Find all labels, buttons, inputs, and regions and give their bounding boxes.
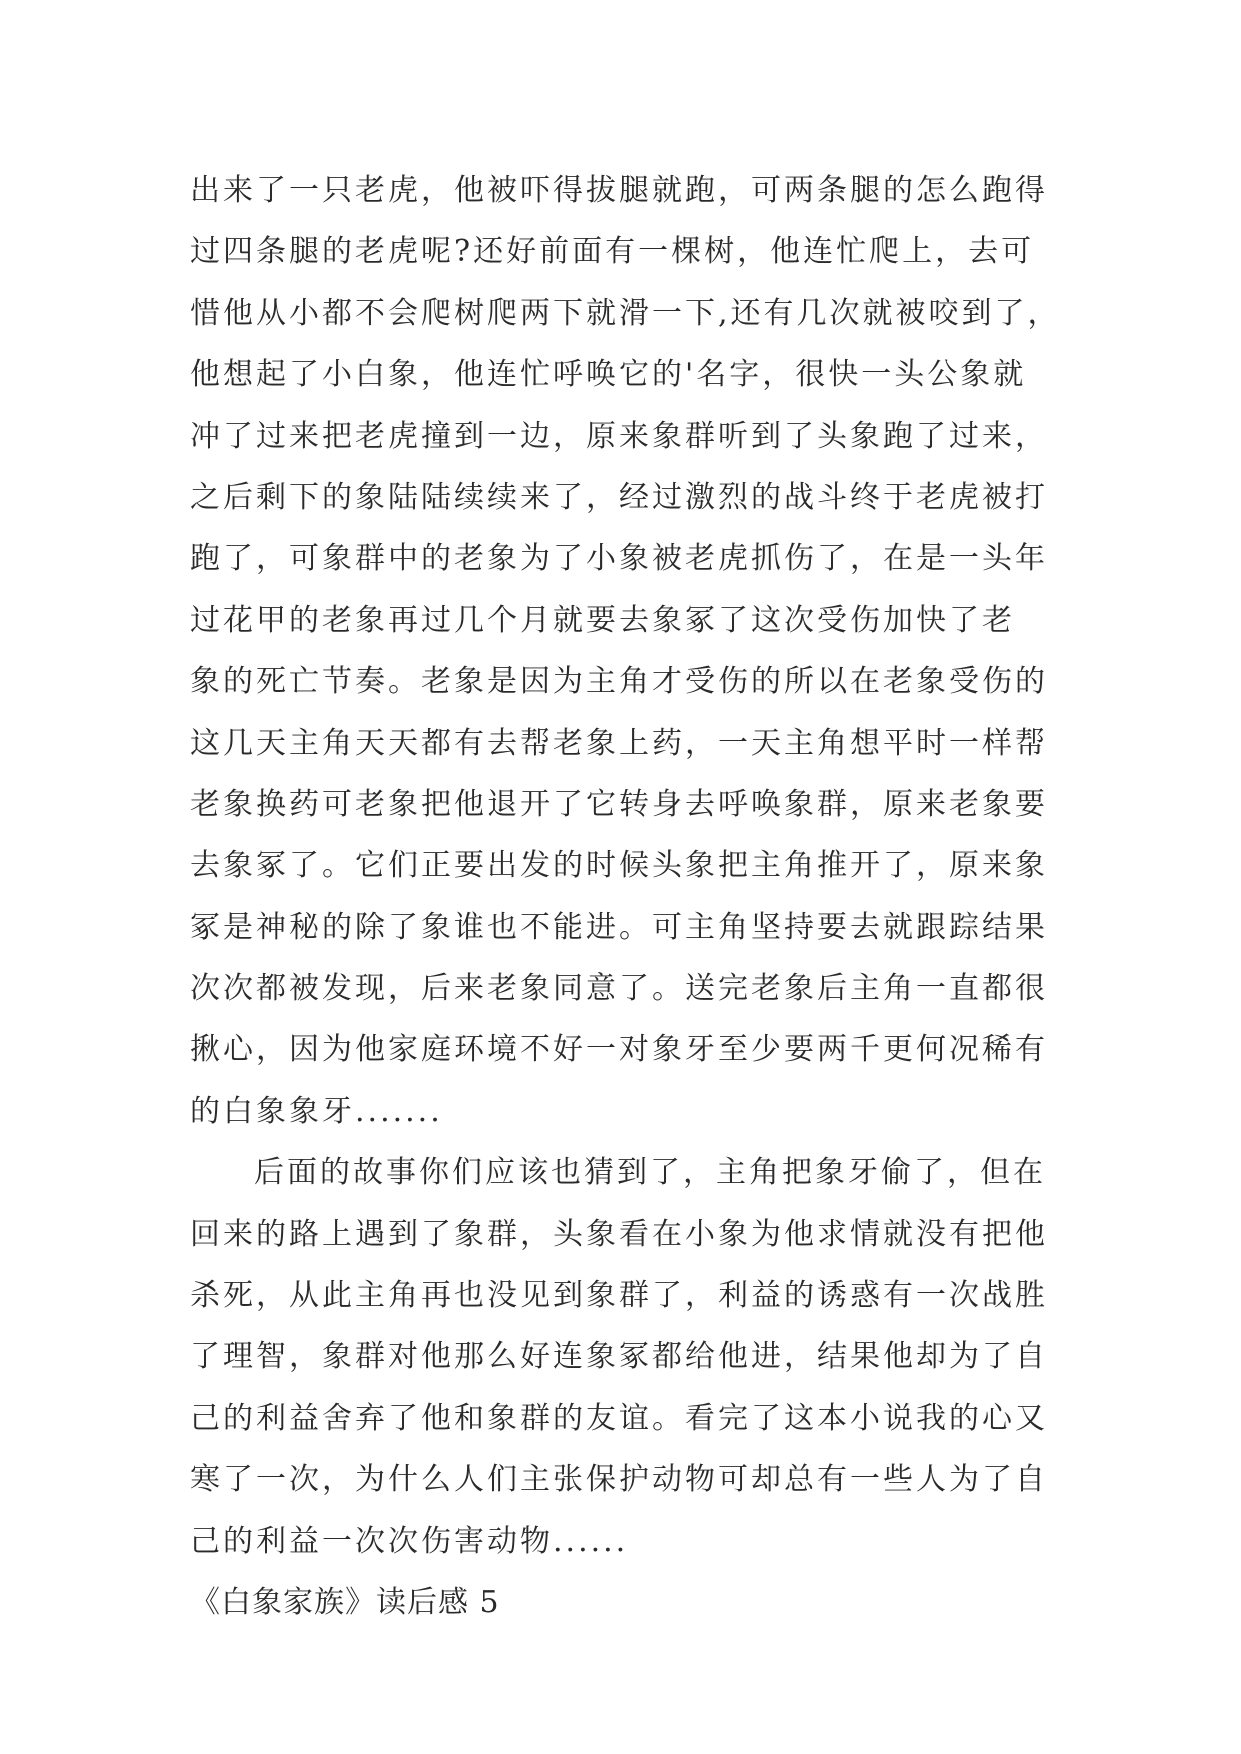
text-line: 惜他从小都不会爬树爬两下就滑一下,还有几次就被咬到了， <box>190 295 1061 331</box>
paragraph-2 <box>190 1142 1070 1572</box>
text-line: 去象冢了。它们正要出发的时候头象把主角推开了，原来象 <box>190 848 1048 884</box>
text-line: 冲了过来把老虎撞到一边，原来象群听到了头象跑了过来， <box>190 418 1048 454</box>
paragraph-1 <box>190 160 1070 1142</box>
text-line: 己的利益一次次伤害动物...... <box>190 1523 629 1559</box>
text-line: 他想起了小白象，他连忙呼唤它的'名字，很快一头公象就 <box>190 357 1027 393</box>
document-body <box>190 160 1070 1633</box>
text-line: 跑了，可象群中的老象为了小象被老虎抓伤了，在是一头年 <box>190 541 1048 577</box>
text-line: 了理智，象群对他那么好连象冢都给他进，结果他却为了自 <box>190 1339 1048 1375</box>
text-line: 回来的路上遇到了象群，头象看在小象为他求情就没有把他 <box>190 1216 1048 1252</box>
text-line: 过四条腿的老虎呢?还好前面有一棵树，他连忙爬上，去可 <box>190 234 1035 270</box>
text-line: 揪心，因为他家庭环境不好一对象牙至少要两千更何况稀有 <box>190 1032 1048 1068</box>
section-heading: 《白象家族》读后感 5 <box>190 1584 500 1620</box>
text-line: 老象换药可老象把他退开了它转身去呼唤象群，原来老象要 <box>190 786 1048 822</box>
text-line: 己的利益舍弃了他和象群的友谊。看完了这本小说我的心又 <box>190 1400 1048 1436</box>
text-line: 过花甲的老象再过几个月就要去象冢了这次受伤加快了老 <box>190 602 1015 638</box>
text-line: 次次都被发现，后来老象同意了。送完老象后主角一直都很 <box>190 971 1048 1007</box>
text-line: 出来了一只老虎，他被吓得拔腿就跑，可两条腿的怎么跑得 <box>190 173 1048 208</box>
text-line: 这几天主角天天都有去帮老象上药，一天主角想平时一样帮 <box>190 725 1048 761</box>
text-line: 象的死亡节奏。老象是因为主角才受伤的所以在老象受伤的 <box>190 664 1048 700</box>
text-line: 的白象象牙....... <box>190 1093 443 1129</box>
text-line: 寒了一次，为什么人们主张保护动物可却总有一些人为了自 <box>190 1462 1048 1498</box>
text-line: 冢是神秘的除了象谁也不能进。可主角坚持要去就跟踪结果 <box>190 909 1048 945</box>
text-line: 之后剩下的象陆陆续续来了，经过激烈的战斗终于老虎被打 <box>190 479 1048 515</box>
text-line: 后面的故事你们应该也猜到了，主角把象牙偷了，但在 <box>254 1155 1046 1191</box>
text-line: 杀死，从此主角再也没见到象群了，利益的诱惑有一次战胜 <box>190 1278 1048 1314</box>
